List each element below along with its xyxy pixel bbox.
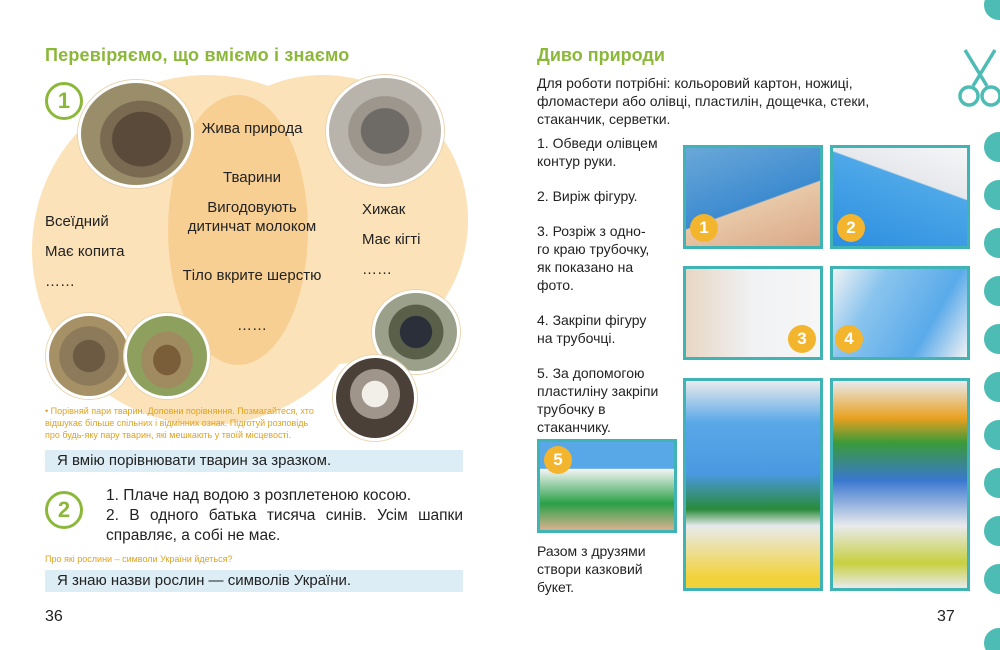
- step-1: [537, 134, 658, 170]
- task2-number: 2: [45, 491, 83, 529]
- final-line: Разом з друзями: [537, 543, 646, 559]
- edge-dot: [984, 628, 1000, 650]
- step-badge: 4: [835, 325, 863, 353]
- step-line: контур руки.: [537, 153, 617, 169]
- page-number-left: 36: [45, 608, 63, 625]
- venn-center-item: ……: [237, 317, 267, 334]
- venn-right-item: Хижак: [362, 201, 406, 218]
- edge-dot: [984, 372, 1000, 402]
- skill-bar-compare: Я вмію порівнювати тварин за зразком.: [45, 450, 463, 472]
- venn-right-item: ……: [362, 261, 392, 278]
- step-line: фото.: [537, 277, 574, 293]
- photo-step-1: [683, 145, 823, 249]
- step-line: пластиліну закріпи: [537, 383, 659, 399]
- task1-note-line: • Порівняй пари тварин. Доповни порівняння. Позмагайтеся, хто: [45, 406, 314, 416]
- step-line: 5. За допомогою: [537, 365, 645, 381]
- step-5: [537, 364, 658, 436]
- photo-step-3: [683, 266, 823, 360]
- boar-photo: [78, 80, 194, 188]
- step-badge: 5: [544, 446, 572, 474]
- photo-flower-bouquet: [830, 378, 970, 591]
- task1-number: 1: [45, 82, 83, 120]
- step-line: 4. Закріпи фігуру: [537, 312, 647, 328]
- edge-dot: [984, 564, 1000, 594]
- materials-text: Для роботи потрібні: кольоровий картон, ножиці, фломастери або олівці, пластилін, дощечка, стеки, стаканчик, серветки.: [537, 75, 870, 127]
- wolf-photo: [326, 75, 444, 187]
- venn-left-item: Має копита: [45, 243, 125, 260]
- edge-dot: [984, 324, 1000, 354]
- step-line: 3. Розріж з одно-: [537, 223, 646, 239]
- venn-center-item: Вигодовують дитинчат молоком: [187, 199, 317, 235]
- task1-note-line: відшукає більше спільних і відмінних ознак. Підготуй розповідь: [45, 418, 309, 428]
- riddle-1: 1. Плаче над водою з розплетеною косою.: [106, 487, 412, 504]
- edge-dot: [984, 228, 1000, 258]
- step-badge: 1: [690, 214, 718, 242]
- edge-dot: [984, 468, 1000, 498]
- venn-left-item: Всеїдний: [45, 213, 109, 230]
- edge-dot: [984, 516, 1000, 546]
- skill-bar-plants: Я знаю назви рослин — символів України.: [45, 570, 463, 592]
- step-line: го краю трубочку,: [537, 241, 650, 257]
- owl-photo: [333, 355, 417, 441]
- task1-note: [45, 405, 314, 441]
- final-line: створи казковий: [537, 561, 643, 577]
- snake-photo: [46, 313, 132, 399]
- step-line: 2. Виріж фігуру.: [537, 188, 638, 204]
- edge-dot: [984, 132, 1000, 162]
- task1-note-line: про будь-яку пару тварин, які мешкають у твоїй місцевості.: [45, 430, 292, 440]
- edge-dot: [984, 0, 1000, 20]
- step-line: на трубочці.: [537, 330, 616, 346]
- photo-step-5: [537, 439, 677, 533]
- step-line: як показано на: [537, 259, 634, 275]
- venn-center-item: Тварини: [222, 169, 282, 186]
- final-text: [537, 542, 646, 596]
- edge-dot: [984, 276, 1000, 306]
- step-line: 1. Обведи олівцем: [537, 135, 658, 151]
- final-line: букет.: [537, 579, 575, 595]
- venn-right-item: Має кігті: [362, 231, 421, 248]
- edge-dot: [984, 180, 1000, 210]
- task2-question: Про які рослини – символи України йдеться?: [45, 554, 233, 564]
- photo-step-2: [830, 145, 970, 249]
- step-line: трубочку в: [537, 401, 606, 417]
- step-2: [537, 187, 638, 205]
- page-number-right: 37: [937, 608, 955, 625]
- riddle-2: 2. В одного батька тисяча синів. Усім шапки справляє, а собі не має.: [106, 507, 463, 544]
- step-badge: 3: [788, 325, 816, 353]
- left-heading: Перевіряємо, що вміємо і знаємо: [45, 45, 350, 65]
- photo-flower-single: [683, 378, 823, 591]
- step-4: [537, 311, 646, 347]
- venn-left-item: ……: [45, 273, 75, 290]
- right-heading: Диво природи: [537, 45, 665, 65]
- edge-dots: [980, 0, 1000, 650]
- photo-step-4: [830, 266, 970, 360]
- riddles: [106, 486, 463, 546]
- step-3: [537, 222, 649, 294]
- edge-dot: [984, 420, 1000, 450]
- step-badge: 2: [837, 214, 865, 242]
- step-line: стаканчику.: [537, 419, 611, 435]
- venn-center-item: Жива природа: [201, 120, 303, 137]
- venn-center-item: Тіло вкрите шерстю: [182, 267, 322, 284]
